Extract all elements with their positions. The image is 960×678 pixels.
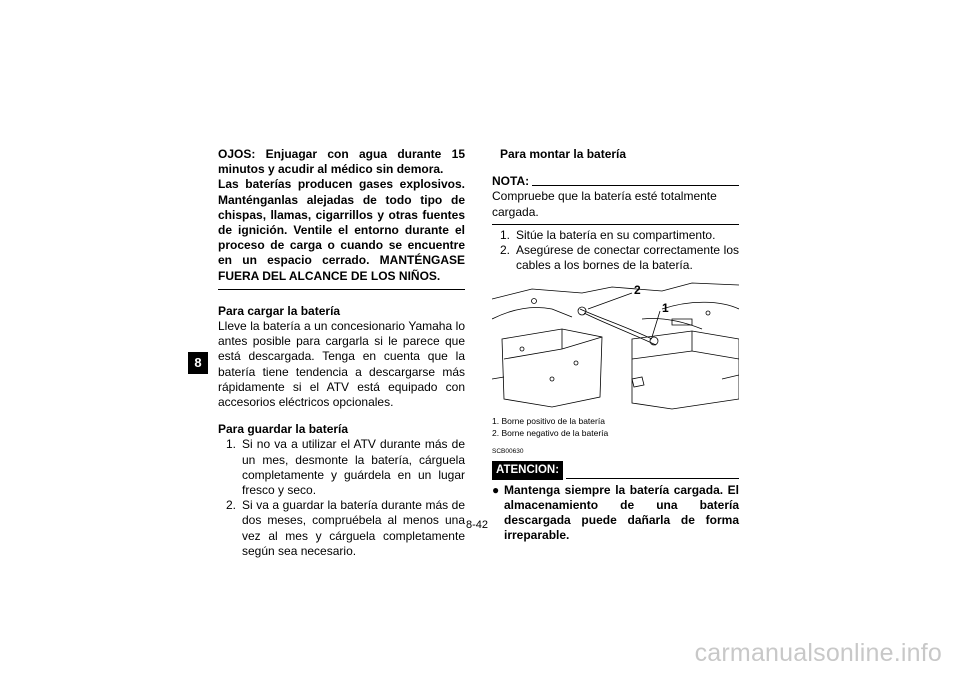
list-item: 1. Si no va a utilizar el ATV durante más de un mes, desmonte la batería, cárguela completamente y guárdela en un lugar fresco y seco. [226, 437, 465, 498]
left-column [218, 147, 465, 559]
list-item: 2. Asegúrese de conectar correctamente los cables a los bornes de la batería. [500, 243, 739, 273]
bullet-icon: ● [492, 482, 500, 497]
nota-label: NOTA: [492, 174, 530, 189]
store-heading: Para guardar la batería [218, 422, 349, 437]
nota-header [492, 174, 739, 189]
callout-2-leader [588, 293, 632, 309]
callout-1-leader [652, 311, 660, 337]
battery-illustration [492, 279, 739, 411]
charge-heading: Para cargar la batería [218, 303, 341, 318]
figure-captions [492, 415, 739, 439]
atencion-header [492, 461, 739, 480]
nota-rule [532, 185, 739, 186]
nota-end-rule [492, 224, 739, 225]
mount-heading: Para montar la batería [500, 147, 627, 161]
page-number: 8-42 [466, 519, 489, 531]
atencion-rule [566, 478, 739, 479]
warning-eyes: OJOS: Enjuagar con agua durante 15 minutos y acudir al médico sin demora. [218, 147, 465, 177]
atencion-label: ATENCION: [492, 461, 563, 480]
section-code: SCB00630 [492, 448, 524, 456]
callout-2: 2 [634, 283, 641, 298]
caption-1: 1. Borne positivo de la batería [492, 416, 605, 427]
list-item: 2. Si va a guardar la batería durante más de dos meses, compruébela al menos una vez al mes y cárguela completamente según sea necesario. [226, 498, 465, 558]
warning-gases: Las baterías producen gases explosivos. Manténganlas alejadas de todo tipo de chispas, llamas, cigarrillos y otras fuentes de ignición. Ventile el entorno durante el proceso de carga o cuando se encuentre en un espacio cerrado. MANTÉNGASE FUERA DEL ALCANCE DE LOS NIÑOS. [218, 177, 465, 283]
nota-text: Compruebe que la batería esté totalmente cargada. [492, 189, 717, 219]
watermark: carmanualsonline.info [694, 639, 942, 667]
section-tab: 8 [188, 352, 208, 374]
caption-2: 2. Borne negativo de la batería [492, 428, 609, 439]
store-steps [218, 437, 465, 559]
list-item: 1. Sitúe la batería en su compartimento. [500, 227, 716, 242]
atencion-item: ● Mantenga siempre la batería cargada. El almacenamiento de una batería descargada puede dañarla de forma irreparable. [492, 482, 739, 543]
warning-end-rule [218, 289, 465, 290]
charge-text: Lleve la batería a un concesionario Yamaha lo antes posible para cargarla si le parece que está descargada. Tenga en cuenta que la batería tiene tendencia a descargarse más rápidamente si el ATV está equipado con accesorios eléctricos opcionales. [218, 319, 465, 410]
right-column [492, 147, 739, 544]
mount-steps [492, 228, 739, 274]
callout-1: 1 [662, 301, 669, 316]
